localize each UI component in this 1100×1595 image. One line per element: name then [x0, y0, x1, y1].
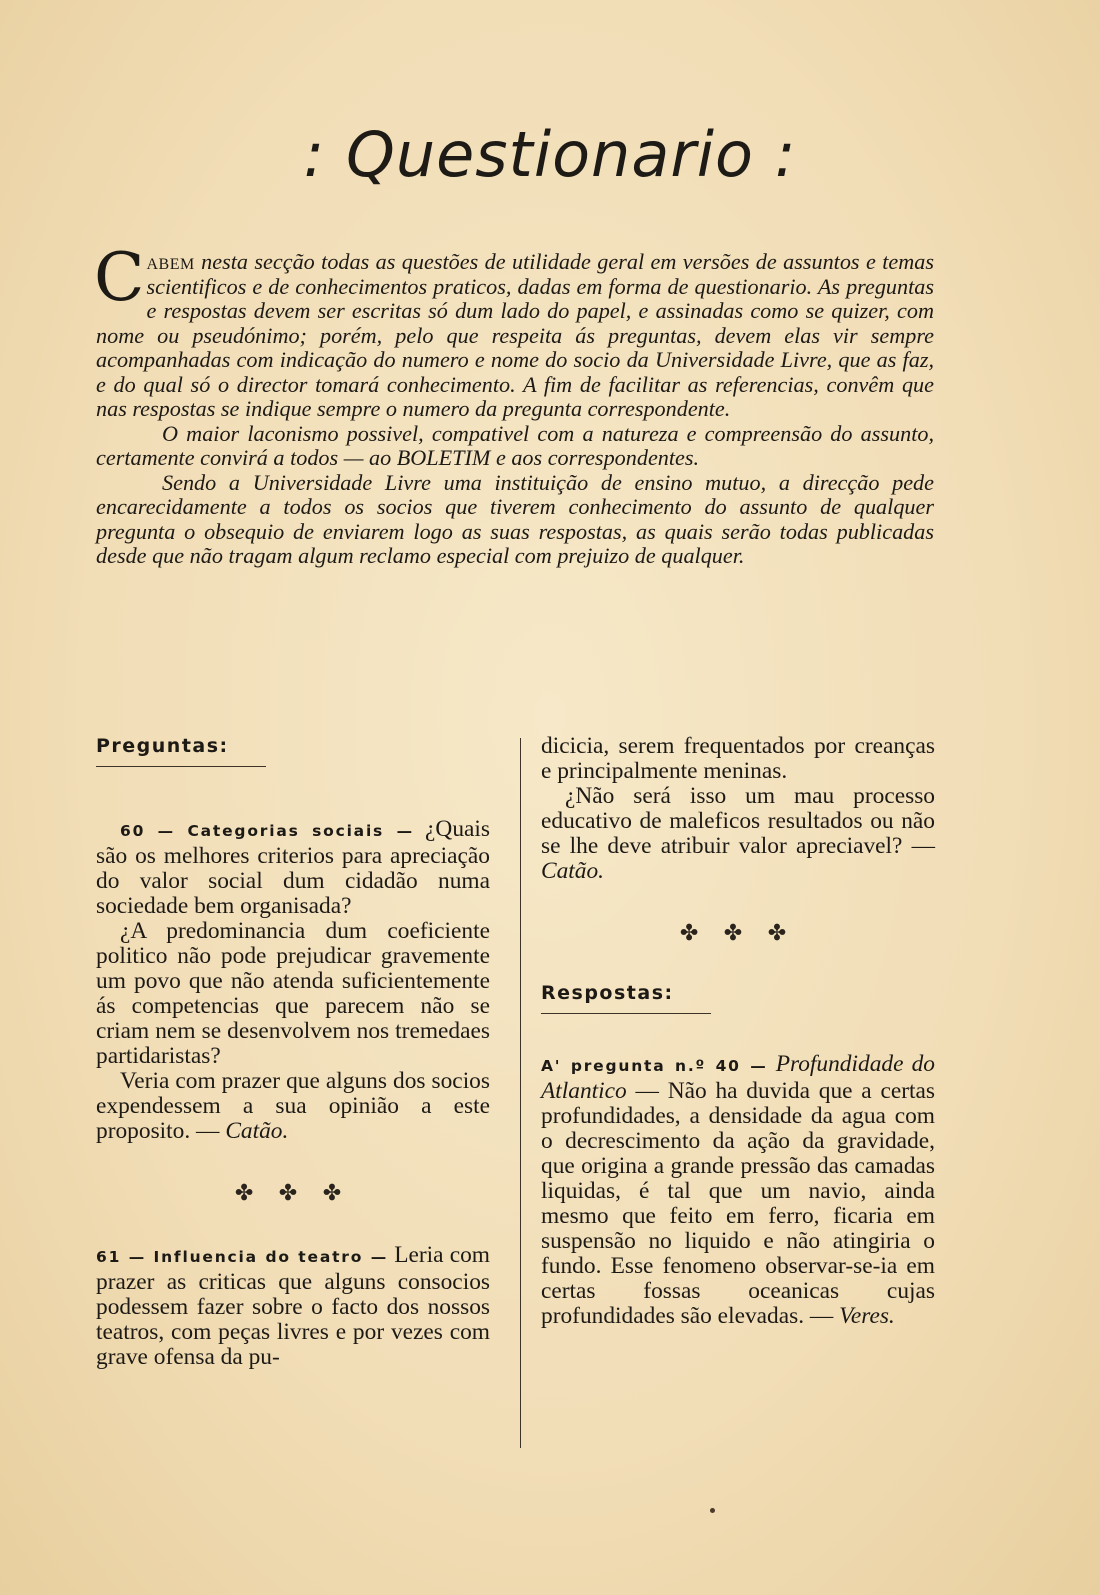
column-divider — [520, 738, 521, 1448]
answer-40-signature: Veres. — [839, 1303, 895, 1329]
spacer — [96, 767, 490, 817]
spacer — [541, 884, 935, 920]
right-column — [541, 734, 935, 1329]
intro-paragraph-1 — [94, 239, 934, 422]
intro-text — [94, 239, 934, 569]
question-60 — [96, 817, 490, 919]
answer-40-text: — Não ha duvida que a certas profundidades, a densidade da agua com o decrescimento da ação da gravidade, que origina a grande pressão das camadas liquidas, é tal que um navio, ainda mesmo que feito em ferro, ficaria em suspensão no liquido e não atingiria o fundo. Esse fenomeno observar-se-ia em certas fossas oceanicas cujas profundidades são elevadas. — — [541, 1078, 935, 1329]
question-60-paragraph-3-text: Veria com prazer que alguns dos socios expendessem a sua opinião a este proposito. — — [96, 1068, 490, 1144]
question-61-paragraph-2-text: ¿Não será isso um mau processo educativo de maleficos resultados ou não se lhe deve atribuir valor apreciavel? — — [541, 783, 935, 859]
spacer — [541, 945, 935, 981]
question-60-paragraph-2: ¿A predominancia dum coeficiente politico não pode prejudicar gravemente um povo que não atenda suficientemente ás competencias que parecem não se criam nem se desenvolvem nos tremedaes partidaristas? — [96, 918, 490, 1069]
drop-cap: C — [94, 239, 145, 316]
page-title: : Questionario : — [303, 118, 797, 191]
intro-paragraph-1-text: nesta secção todas as questões de utilidade geral em versões de assuntos e temas scientificos e de conhecimentos praticos, dadas em forma de questionario. As preguntas e respostas devem ser escritas só dum lado do papel, e assinadas como se quizer, com nome ou pseudónimo; porém, pelo que respeita ás preguntas, devem elas vir sempre acompanhadas com indicação do numero e nome do socio da Universidade Livre, que as faz, e do qual só o director tomará conhecimento. A fim de facilitar as referencias, convêm que nas respostas se indique sempre o numero da pregunta correspondente. — [96, 249, 934, 421]
question-61-continuation: dicicia, serem frequentados por creanças e principalmente meninas. — [541, 733, 935, 784]
question-61-heading: 61 — Influencia do teatro — — [96, 1248, 389, 1266]
spacer — [541, 1014, 935, 1052]
section-ornament: ✤ ✤ ✤ — [234, 1180, 352, 1205]
answer-40-topic: Profundidade do Atlantico — [541, 1051, 935, 1104]
section-ornament: ✤ ✤ ✤ — [679, 920, 797, 945]
question-61-paragraph-2 — [541, 784, 935, 884]
question-60-heading: 60 — Categorias sociais — — [120, 822, 414, 840]
question-60-text: ¿Quais são os melhores criterios para apreciação do valor social dum cidadão numa sociedade bem organisada? — [96, 816, 490, 919]
left-column — [96, 734, 490, 1370]
intro-paragraph-2: O maior laconismo possivel, compativel com a natureza e compreensão do assunto, certamente convirá a todos — ao BOLETIM e aos correspondentes. — [96, 420, 934, 470]
spacer — [96, 1144, 490, 1180]
question-61 — [96, 1243, 490, 1370]
question-60-signature: Catão. — [225, 1118, 289, 1144]
question-61-text: Leria com prazer as criticas que alguns consocios podessem fazer sobre o facto dos nossos teatros, com peças livres e por vezes com grave ofensa da pu- — [96, 1242, 490, 1370]
intro-lead-word: abem — [146, 249, 195, 274]
intro-paragraph-3: Sendo a Universidade Livre uma instituição de ensino mutuo, a direcção pede encarecidamente a todos os socios que tiverem conhecimento do assunto de qualquer pregunta o obsequio de enviarem logo as suas respostas, as quais serão todas publicadas desde que não tragam algum reclamo especial com prejuizo de qualquer. — [96, 469, 934, 568]
question-60-paragraph-3 — [96, 1069, 490, 1144]
answer-40-heading: A' pregunta n.º 40 — — [541, 1057, 768, 1075]
respostas-heading: Respostas: — [541, 982, 674, 1004]
question-61-signature: Catão. — [541, 858, 605, 884]
paper-speck — [710, 1508, 715, 1513]
answer-40 — [541, 1052, 935, 1329]
preguntas-heading: Preguntas: — [96, 735, 229, 757]
spacer — [96, 1205, 490, 1243]
